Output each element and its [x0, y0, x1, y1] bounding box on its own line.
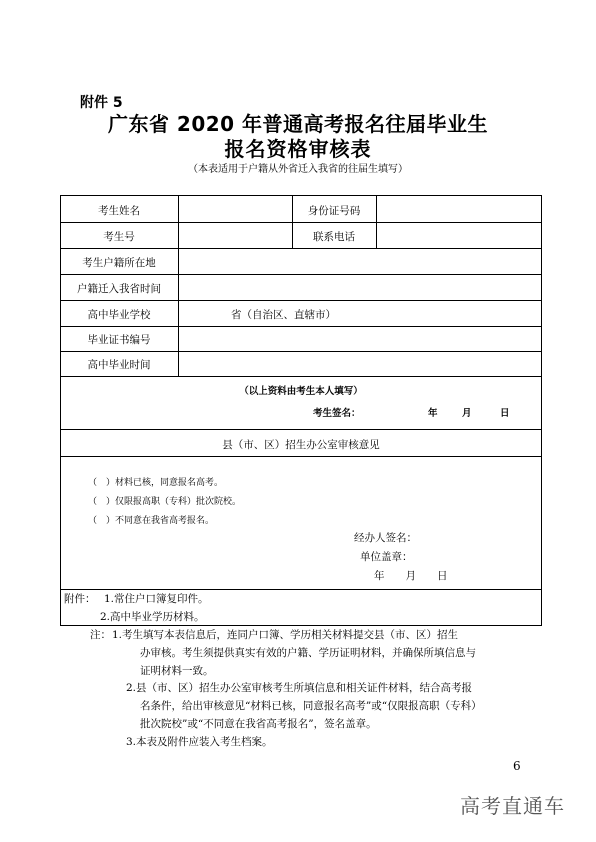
row-rule	[60, 376, 542, 377]
attachment-item-2: 2.高中毕业学历材料。	[100, 611, 205, 623]
household-label: 考生户籍所在地	[82, 257, 156, 269]
id-number-field[interactable]	[378, 198, 538, 220]
remark-line: 3.本表及附件应装入考生档案。	[126, 735, 273, 748]
remarks-label: 注：	[90, 629, 111, 641]
exam-number-label: 考生号	[103, 231, 135, 243]
row-rule	[60, 456, 542, 457]
certificate-number-label: 毕业证书编号	[87, 334, 151, 346]
handler-signature-label: 经办人签名：	[354, 532, 417, 544]
candidate-name-field[interactable]	[180, 198, 290, 220]
option-vocational-only[interactable]: （ ）仅限报高职（专科）批次院校。	[88, 497, 242, 507]
row-rule	[60, 429, 542, 430]
column-rule	[178, 195, 179, 376]
remark-line: 1.考生填写本表信息后，连同户口簿、学历相关材料提交县（市、区）招生	[112, 629, 459, 641]
review-date: 年 月 日	[374, 570, 448, 582]
certificate-number-field[interactable]	[180, 328, 538, 349]
candidate-name-label: 考生姓名	[98, 205, 140, 217]
watermark-text: 高考直通车	[460, 794, 565, 818]
row-rule	[60, 589, 542, 590]
row-rule	[60, 326, 542, 327]
remark-line: 名条件，给出审核意见“材料已核，同意报名高考”或“仅限报高职（专科）	[140, 700, 482, 713]
remark-line: 2.县（市、区）招生办公室审核考生所填信息和相关证件材料，结合高考报	[126, 682, 473, 695]
form-subtitle: （本表适用于户籍从外省迁入我省的往届生填写）	[188, 164, 408, 175]
page-number: 6	[513, 759, 521, 773]
option-approved[interactable]: （ ）材料已核，同意报名高考。	[88, 478, 224, 488]
attachment-item-1: 1.常住户口簿复印件。	[104, 593, 209, 605]
graduation-time-label: 高中毕业时间	[87, 359, 151, 371]
phone-field[interactable]	[378, 224, 538, 246]
office-opinion-header: 县（市、区）招生办公室审核意见	[222, 439, 380, 451]
signature-month: 月	[462, 408, 472, 419]
row-rule	[60, 274, 542, 275]
attachment-label: 附件 5	[80, 95, 123, 111]
form-title-line1: 广东省 2020 年普通高考报名往届毕业生	[107, 112, 489, 136]
self-fill-note: （以上资料由考生本人填写）	[239, 386, 363, 397]
graduation-time-field[interactable]	[180, 353, 538, 374]
unit-seal-label: 单位盖章：	[360, 551, 413, 563]
household-field[interactable]	[180, 250, 538, 272]
id-number-label: 身份证号码	[307, 205, 361, 217]
signature-day: 日	[500, 408, 510, 419]
row-rule	[60, 351, 542, 352]
column-rule	[376, 195, 377, 248]
remark-line: 批次院校”或“不同意在我省高考报名”，签名盖章。	[140, 718, 377, 730]
exam-number-field[interactable]	[180, 224, 290, 246]
phone-label: 联系电话	[313, 231, 355, 243]
attachments-label: 附件：	[64, 593, 96, 605]
row-rule	[60, 222, 542, 223]
row-rule	[60, 248, 542, 249]
remark-line: 办审核。考生须提供真实有效的户籍、学历证明材料，并确保所填信息与	[140, 646, 476, 659]
move-in-time-label: 户籍迁入我省时间	[77, 283, 161, 295]
row-rule	[60, 300, 542, 301]
signature-year: 年	[428, 408, 438, 419]
option-rejected[interactable]: （ ）不同意在我省高考报名。	[88, 516, 215, 526]
high-school-province: 省（自治区、直辖市）	[231, 309, 336, 321]
move-in-time-field[interactable]	[180, 276, 538, 298]
remark-line: 证明材料一致。	[140, 664, 214, 677]
form-title-line2: 报名资格审核表	[224, 137, 372, 161]
high-school-label: 高中毕业学校	[87, 309, 151, 321]
signature-label: 考生签名：	[313, 408, 361, 419]
